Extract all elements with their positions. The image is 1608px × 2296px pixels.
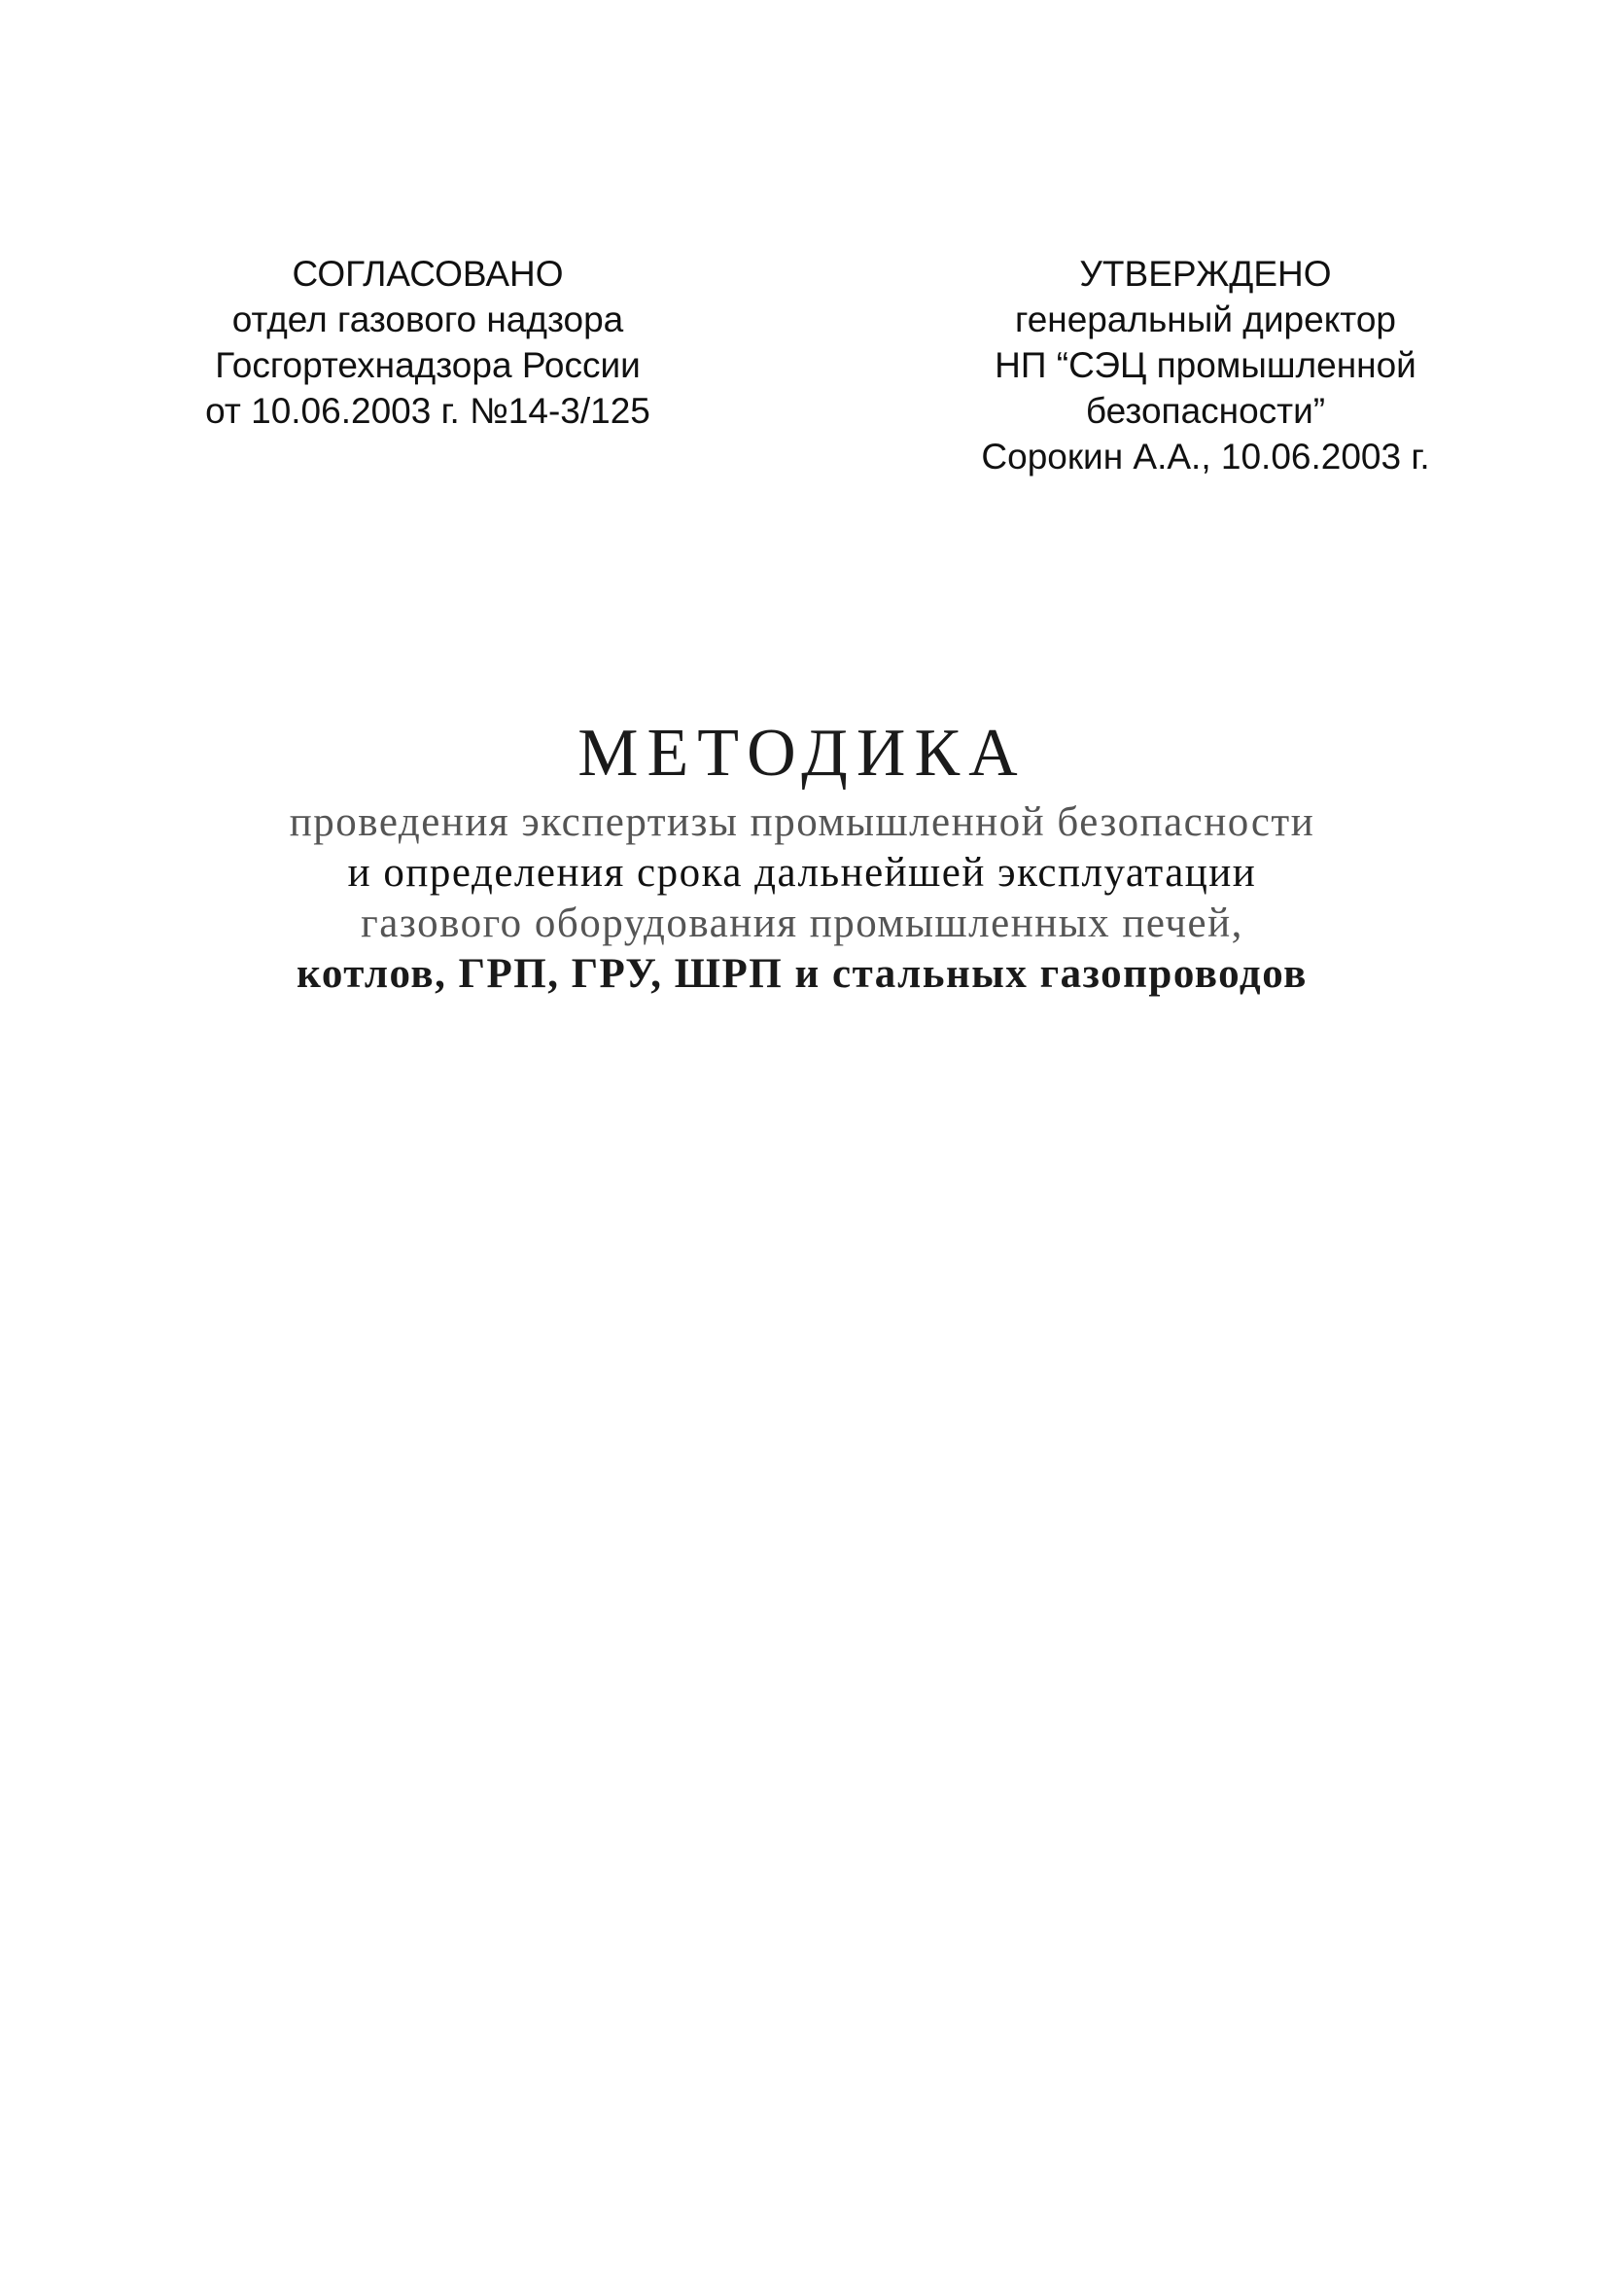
document-title: МЕТОДИКА [577,716,1027,791]
document-subtitle-line: котлов, ГРП, ГРУ, ШРП и стальных газопроводов [297,951,1308,997]
document-subtitle-line: проведения экспертизы промышленной безопасности [289,799,1315,845]
approval-heading: УТВЕРЖДЕНО [1079,254,1332,294]
approval-organization: НП “СЭЦ промышленной [995,345,1416,385]
approval-block-agreed [165,251,690,434]
approval-organization-cont: безопасности” [1085,391,1326,431]
approval-department: отдел газового надзора [231,300,624,339]
approval-signatory-date: Сорокин А.А., 10.06.2003 г. [981,437,1430,477]
approval-block-approved [933,251,1478,479]
approval-organization: Госгортехнадзора России [215,345,641,385]
document-subtitle-line: газового оборудования промышленных печей, [361,901,1243,946]
approval-position: генеральный директор [1015,300,1396,339]
document-title-block [146,710,1458,1000]
approval-reference: от 10.06.2003 г. №14-3/125 [205,391,650,431]
document-subtitle-line: и определения срока дальнейшей эксплуатации [347,850,1257,896]
approval-heading: СОГЛАСОВАНО [292,254,564,294]
